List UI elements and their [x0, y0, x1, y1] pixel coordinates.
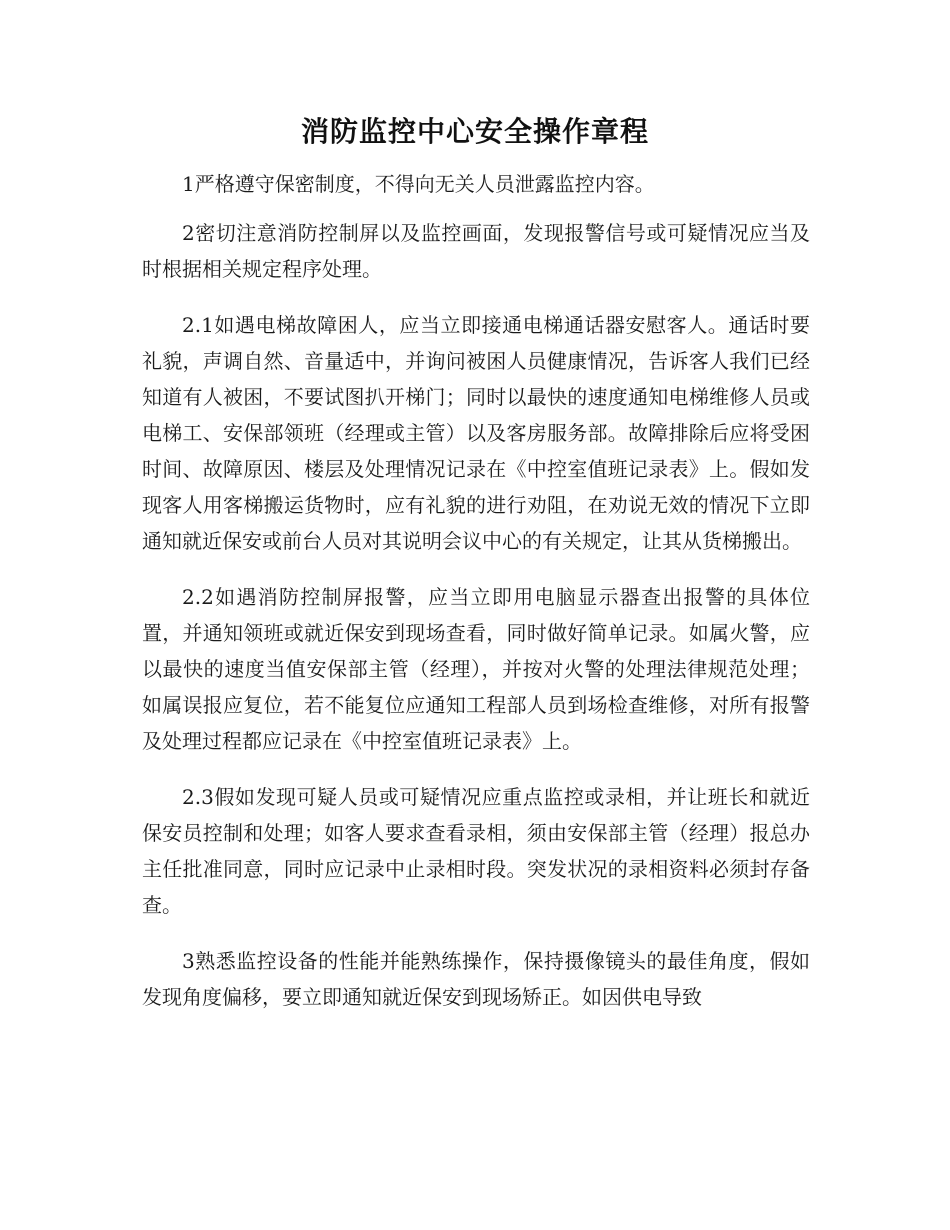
paragraph-2-3: 2.3假如发现可疑人员或可疑情况应重点监控或录相，并让班长和就近保安员控制和处理；如客人要求查看录相，须由安保部主管（经理）报总办主任批准同意，同时应记录中止录相时段。突发状况的录相资料必须封存备查。 — [142, 785, 810, 917]
paragraph-2-1: 2.1如遇电梯故障困人，应当立即接通电梯通话器安慰客人。通话时要礼貌，声调自然、音量适中，并询问被困人员健康情况，告诉客人我们已经知道有人被困，不要试图扒开梯门；同时以最快的速度通知电梯维修人员或电梯工、安保部领班（经理或主管）以及客房服务部。故障排除后应将受困时间、故障原因、楼层及处理情况记录在《中控室值班记录表》上。假如发现客人用客梯搬运货物时，应有礼貌的进行劝阻，在劝说无效的情况下立即通知就近保安或前台人员对其说明会议中心的有关规定，让其从货梯搬出。 — [142, 313, 810, 553]
paragraph-3: 3熟悉监控设备的性能并能熟练操作，保持摄像镜头的最佳角度，假如发现角度偏移，要立即通知就近保安到现场矫正。如因供电导致 — [142, 949, 810, 1009]
paragraph-2: 2密切注意消防控制屏以及监控画面，发现报警信号或可疑情况应当及时根据相关规定程序处理。 — [142, 221, 810, 281]
paragraph-1: 1严格遵守保密制度，不得向无关人员泄露监控内容。 — [182, 172, 655, 196]
document-title: 消防监控中心安全操作章程 — [300, 115, 649, 148]
paragraph-2-2: 2.2如遇消防控制屏报警，应当立即用电脑显示器查出报警的具体位置，并通知领班或就近保安到现场查看，同时做好简单记录。如属火警，应以最快的速度当值安保部主管（经理），并按对火警的处理法律规范处理；如属误报应复位，若不能复位应通知工程部人员到场检查维修，对所有报警及处理过程都应记录在《中控室值班记录表》上。 — [142, 585, 810, 753]
document-body — [142, 166, 810, 1035]
